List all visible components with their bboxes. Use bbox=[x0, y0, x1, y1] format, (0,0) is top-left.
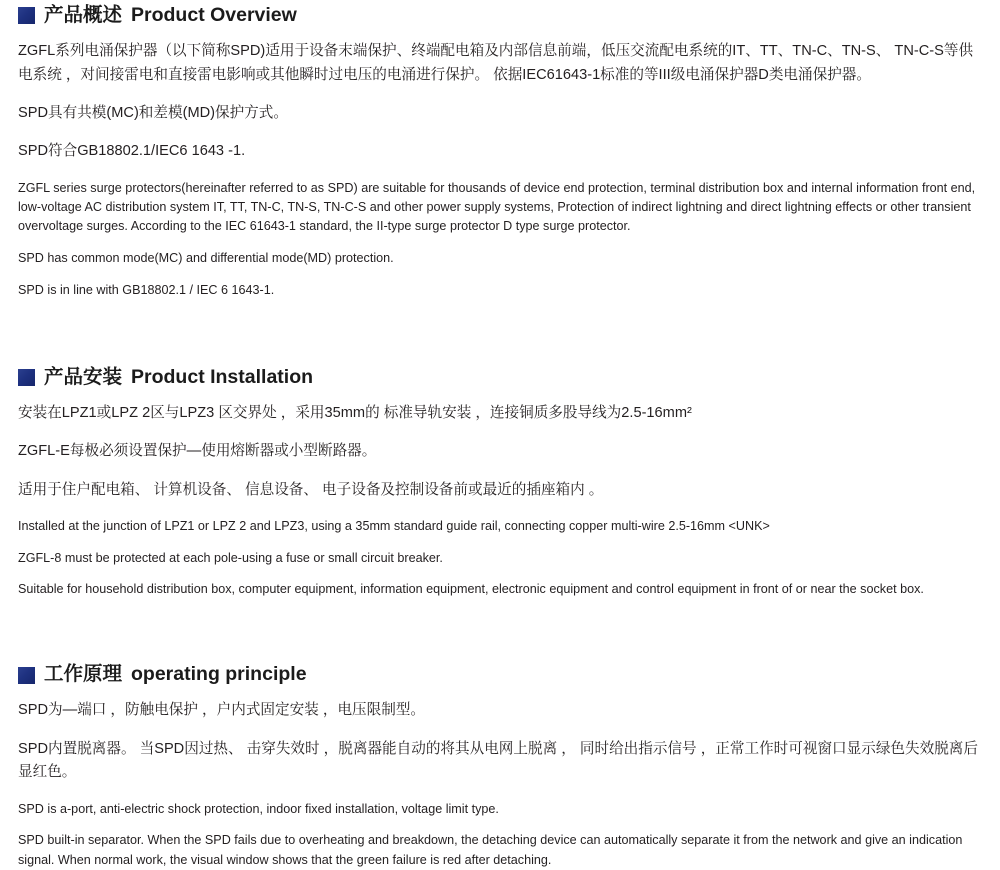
paragraph-en: SPD has common mode(MC) and differential mode(MD) protection. bbox=[18, 251, 394, 266]
square-bullet-icon bbox=[18, 7, 35, 24]
section-body-cn bbox=[18, 402, 982, 502]
section-heading-en: Product Installation bbox=[131, 365, 314, 388]
section-heading bbox=[18, 365, 982, 388]
section-heading bbox=[18, 6, 982, 26]
section-body-en bbox=[18, 179, 982, 301]
paragraph-cn: 适用于住户配电箱、 计算机设备、 信息设备、 电子设备及控制设备前或最近的插座箱内 。 bbox=[18, 481, 604, 498]
section-heading-en: operating principle bbox=[131, 663, 307, 686]
paragraph-cn: ZGFL系列电涌保护器（以下简称SPD)适用于设备末端保护、终端配电箱及内部信息前端，低压交流配电系统的IT、TT、TN-C、TN-S、 TN-C-S等供电系统 ，对间接雷电和直接雷电影响或其他瞬时过电压的电涌进行保护。 依据IEC61643-1标准的等III级电涌保护器D类电涌保护器。 bbox=[18, 43, 974, 83]
paragraph-cn: SPD为—端口 ，防触电保护 ，户内式固定安装 ，电压限制型。 bbox=[18, 702, 426, 719]
section-heading-cn: 工作原理 bbox=[44, 663, 123, 686]
square-bullet-icon bbox=[18, 667, 35, 684]
paragraph-en: SPD is a-port, anti-electric shock protection, indoor fixed installation, voltage limit type. bbox=[18, 801, 499, 816]
section-heading-en: Product Overview bbox=[131, 4, 297, 26]
section-heading-cn: 产品概述 bbox=[44, 4, 123, 26]
paragraph-en: ZGFL series surge protectors(hereinafter referred to as SPD) are suitable for thousands of device end protection, terminal distribution box and internal information front end, low-voltage AC distribution system IT, TT, TN-C, TN-S, TN-C-S and other power supply systems, Protection of indirect lightning and direct lightning effects or other transient overvoltage surges. According to the IEC 61643-1 standard, the II-type surge protector D type surge protector. bbox=[18, 180, 976, 234]
paragraph-cn: SPD内置脱离器。 当SPD因过热、 击穿失效时 ，脱离器能自动的将其从电网上脱离 ， 同时给出指示信号 ，正常工作时可视窗口显示绿色失效脱离后显红色。 bbox=[18, 740, 978, 781]
paragraph-en: Installed at the junction of LPZ1 or LPZ 2 and LPZ3, using a 35mm standard guide rail, connecting copper multi-wire 2.5-16mm <UNK> bbox=[18, 518, 770, 533]
paragraph-en: Suitable for household distribution box, computer equipment, information equipment, electronic equipment and control equipment in front of or near the socket box. bbox=[18, 582, 924, 597]
paragraph-en: SPD built-in separator. When the SPD fails due to overheating and breakdown, the detaching device can automatically separate it from the network and give an indication signal. When normal work, the visual window shows that the green failure is red after detaching. bbox=[18, 833, 963, 867]
square-bullet-icon bbox=[18, 369, 35, 386]
section-heading-cn: 产品安装 bbox=[44, 365, 123, 388]
section-product-overview bbox=[18, 0, 982, 300]
paragraph-cn: 安装在LPZ1或LPZ 2区与LPZ3 区交界处 ，采用35mm的 标准导轨安装 ，连接铜质多股导线为2.5-16mm² bbox=[18, 405, 692, 422]
section-body-en bbox=[18, 800, 982, 870]
section-body-cn bbox=[18, 699, 982, 785]
paragraph-cn: ZGFL-E每极必须设置保护—使用熔断器或小型断路器。 bbox=[18, 443, 377, 460]
paragraph-cn: SPD具有共模(MC)和差模(MD)保护方式。 bbox=[18, 104, 288, 121]
section-operating-principle bbox=[18, 612, 982, 870]
section-product-installation bbox=[18, 313, 982, 600]
paragraph-cn: SPD符合GB18802.1/IEC6 1643 -1. bbox=[18, 143, 246, 160]
section-body-cn bbox=[18, 40, 982, 164]
section-body-en bbox=[18, 517, 982, 600]
paragraph-en: SPD is in line with GB18802.1 / IEC 6 1643-1. bbox=[18, 283, 275, 298]
section-heading bbox=[18, 665, 982, 685]
paragraph-en: ZGFL-8 must be protected at each pole-using a fuse or small circuit breaker. bbox=[18, 550, 443, 565]
